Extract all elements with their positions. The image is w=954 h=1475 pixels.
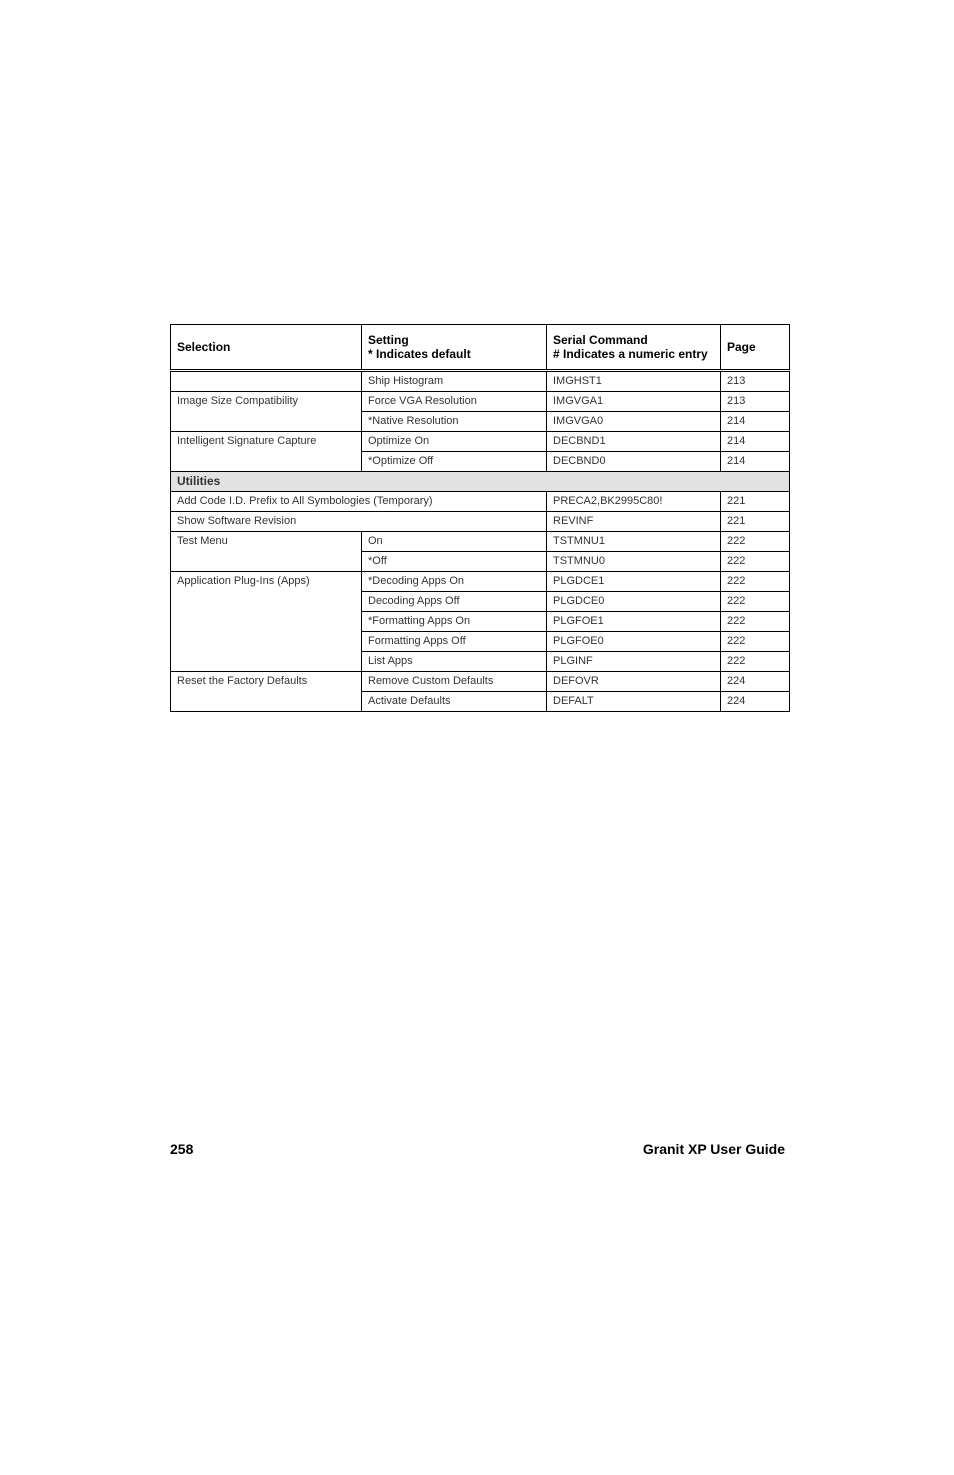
page-link[interactable]: 221 [721,492,790,512]
table-row [171,392,790,412]
selection-cell: Show Software Revision [171,512,547,532]
page-link[interactable]: 214 [721,452,790,472]
command-cell: PRECA2,BK2995C80! [547,492,721,512]
page-link[interactable]: 222 [721,652,790,672]
command-cell: DEFALT [547,692,721,712]
setting-cell: Formatting Apps Off [362,632,547,652]
page-link[interactable]: 213 [721,392,790,412]
page-link[interactable]: 222 [721,592,790,612]
command-cell: DEFOVR [547,672,721,692]
command-cell: IMGVGA0 [547,412,721,432]
header-serial-title: Serial Command [553,333,648,347]
table-header-row [171,325,790,371]
command-cell: TSTMNU0 [547,552,721,572]
setting-cell: Activate Defaults [362,692,547,712]
page-link[interactable]: 224 [721,672,790,692]
page-link[interactable]: 222 [721,612,790,632]
header-setting-title: Setting [368,333,409,347]
setting-cell: On [362,532,547,552]
page-link[interactable]: 214 [721,412,790,432]
section-title: Utilities [171,472,790,492]
table-row [171,672,790,692]
page-link[interactable]: 224 [721,692,790,712]
page-link[interactable]: 213 [721,371,790,392]
header-serial-command [547,325,721,371]
command-cell: IMGHST1 [547,371,721,392]
command-cell: PLGDCE0 [547,592,721,612]
setting-cell: *Formatting Apps On [362,612,547,632]
command-cell: PLGFOE1 [547,612,721,632]
setting-cell: *Optimize Off [362,452,547,472]
command-cell: PLGINF [547,652,721,672]
setting-cell: Ship Histogram [362,371,547,392]
table-row [171,432,790,452]
selection-cell [171,371,362,392]
command-cell: PLGFOE0 [547,632,721,652]
command-cell: DECBND0 [547,452,721,472]
header-serial-note: # Indicates a numeric entry [553,347,708,361]
selection-cell: Image Size Compatibility [171,392,362,432]
command-cell: REVINF [547,512,721,532]
page-link[interactable]: 222 [721,532,790,552]
section-row-utilities [171,472,790,492]
setting-cell: *Decoding Apps On [362,572,547,592]
command-cell: IMGVGA1 [547,392,721,412]
header-setting-note: * Indicates default [368,347,471,361]
header-page: Page [721,325,790,371]
selection-cell: Add Code I.D. Prefix to All Symbologies (Temporary) [171,492,547,512]
table-row [171,572,790,592]
page-link[interactable]: 222 [721,572,790,592]
page-link[interactable]: 214 [721,432,790,452]
table-row [171,532,790,552]
page-number: 258 [170,1141,194,1157]
setting-cell: *Off [362,552,547,572]
setting-cell: Optimize On [362,432,547,452]
page-link[interactable]: 222 [721,552,790,572]
setting-cell: Force VGA Resolution [362,392,547,412]
page-link[interactable]: 222 [721,632,790,652]
command-cell: DECBND1 [547,432,721,452]
selection-cell: Application Plug-Ins (Apps) [171,572,362,672]
setting-cell: Remove Custom Defaults [362,672,547,692]
setting-cell: List Apps [362,652,547,672]
page-link[interactable]: 221 [721,512,790,532]
command-cell: PLGDCE1 [547,572,721,592]
selection-cell: Intelligent Signature Capture [171,432,362,472]
header-selection: Selection [171,325,362,371]
table-row [171,512,790,532]
setting-cell: *Native Resolution [362,412,547,432]
setting-cell: Decoding Apps Off [362,592,547,612]
table-row [171,492,790,512]
command-table [170,324,790,712]
command-cell: TSTMNU1 [547,532,721,552]
selection-cell: Test Menu [171,532,362,572]
selection-cell: Reset the Factory Defaults [171,672,362,712]
guide-title: Granit XP User Guide [642,1141,785,1157]
table-row [171,371,790,392]
header-setting [362,325,547,371]
